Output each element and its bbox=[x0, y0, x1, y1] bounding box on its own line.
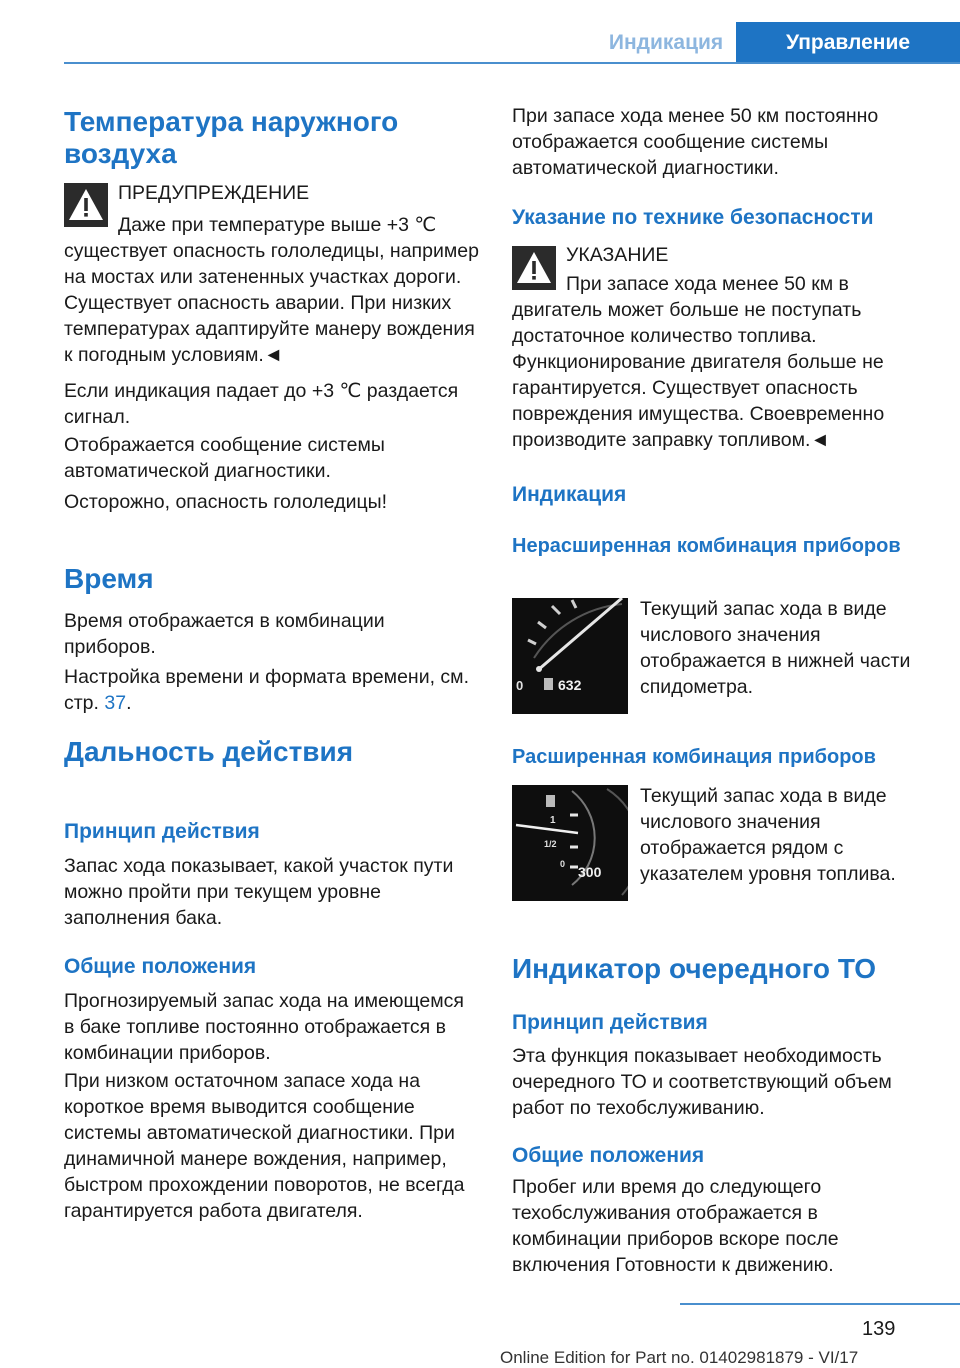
paragraph-text: . bbox=[126, 692, 132, 714]
gauge-range-value: 632 bbox=[558, 677, 582, 693]
warning-text: Даже при температуре выше +3 ℃ существует опасность гололедицы, например на мостах или затененных участках дороги. Существует опасность аварии. При низких температурах адаптируйте манеру вождения к погодным условиям.◄ bbox=[64, 214, 479, 366]
extended-cluster-gauge-image bbox=[512, 785, 628, 901]
paragraph: Осторожно, опасность гололедицы! bbox=[64, 491, 388, 513]
edition-footer: Online Edition for Part no. 01402981879 - VI/17 bbox=[500, 1348, 859, 1367]
fuel-pump-icon bbox=[544, 678, 553, 690]
section-title-range: Дальность действия bbox=[64, 736, 354, 767]
subsection-title: Принцип действия bbox=[512, 1011, 708, 1034]
paragraph: Прогнозируемый запас хода на имеющемся в баке топливе постоянно отображается в комбинации приборов. bbox=[64, 990, 464, 1064]
fuel-empty-label: 0 bbox=[560, 859, 566, 869]
paragraph: При запасе хода менее 50 км постоянно отображается сообщение системы автоматической диагностики. bbox=[512, 105, 879, 179]
gauge-range-value: 300 bbox=[578, 864, 602, 880]
fuel-pump-icon bbox=[546, 795, 555, 807]
section-title-outside-temp: Температура наружного воздуха bbox=[64, 106, 399, 169]
subsubsection-title: Расширенная комбинация приборов bbox=[512, 746, 876, 768]
section-title-time: Время bbox=[64, 563, 154, 594]
page-link[interactable]: 37 bbox=[104, 692, 127, 714]
fuel-half-label: 1/2 bbox=[544, 839, 557, 849]
tab-control[interactable]: Управление bbox=[736, 22, 960, 64]
gauge-zero-label: 0 bbox=[516, 678, 524, 693]
paragraph: Пробег или время до следующего техобслуживания отображается в комбинации приборов вскоре после включения Готовности к движению. bbox=[512, 1176, 839, 1276]
paragraph: Эта функция показывает необходимость очередного ТО и соответствующий объем работ по техобслуживанию. bbox=[512, 1045, 892, 1119]
paragraph bbox=[64, 664, 479, 716]
page-number: 139 bbox=[862, 1318, 896, 1340]
section-title-service: Индикатор очередного ТО bbox=[512, 953, 876, 984]
subsection-title: Принцип действия bbox=[64, 820, 260, 843]
warning-label: ПРЕДУПРЕЖДЕНИЕ bbox=[118, 182, 310, 204]
paragraph: Если индикация падает до +3 ℃ раздается сигнал. bbox=[64, 380, 459, 428]
paragraph: Текущий запас хода в виде числового значения отображается в нижней части спидометра. bbox=[640, 598, 911, 698]
footer-divider bbox=[680, 1303, 960, 1305]
subsection-title: Индикация bbox=[512, 483, 627, 506]
header-divider bbox=[64, 62, 960, 64]
paragraph: Отображается сообщение системы автоматической диагностики. bbox=[64, 434, 385, 482]
paragraph: Запас хода показывает, какой участок пути можно пройти при текущем уровне заполнения бака. bbox=[64, 855, 454, 929]
note-text: При запасе хода менее 50 км в двигатель может больше не поступать достаточное количество топлива. Функционирование двигателя больше не гарантируется. Существует опасность повреждения имущества. Своевременно производите заправку топливом.◄ bbox=[512, 273, 885, 451]
note-label: УКАЗАНИЕ bbox=[566, 244, 669, 266]
paragraph: Текущий запас хода в виде числового значения отображается рядом с указателем уровня топлива. bbox=[640, 785, 896, 885]
paragraph: При низком остаточном запасе хода на короткое время выводится сообщение системы автоматической диагностики. При динамичной манере вождения, например, быстром прохождении поворотов, не всегда гарантируется работа двигателя. bbox=[64, 1070, 465, 1222]
paragraph-text: Настройка времени и формата времени, см. стр. bbox=[64, 666, 470, 714]
paragraph: Время отображается в комбинации приборов. bbox=[64, 610, 385, 658]
subsubsection-title: Нерасширенная комбинация приборов bbox=[512, 535, 901, 557]
fuel-full-label: 1 bbox=[550, 815, 556, 826]
subsection-title: Указание по технике безопасности bbox=[512, 206, 874, 229]
tab-indication[interactable]: Индикация bbox=[608, 31, 724, 54]
subsection-title: Общие положения bbox=[512, 1144, 705, 1167]
subsection-title: Общие положения bbox=[64, 955, 257, 978]
basic-cluster-gauge-image bbox=[512, 598, 628, 714]
